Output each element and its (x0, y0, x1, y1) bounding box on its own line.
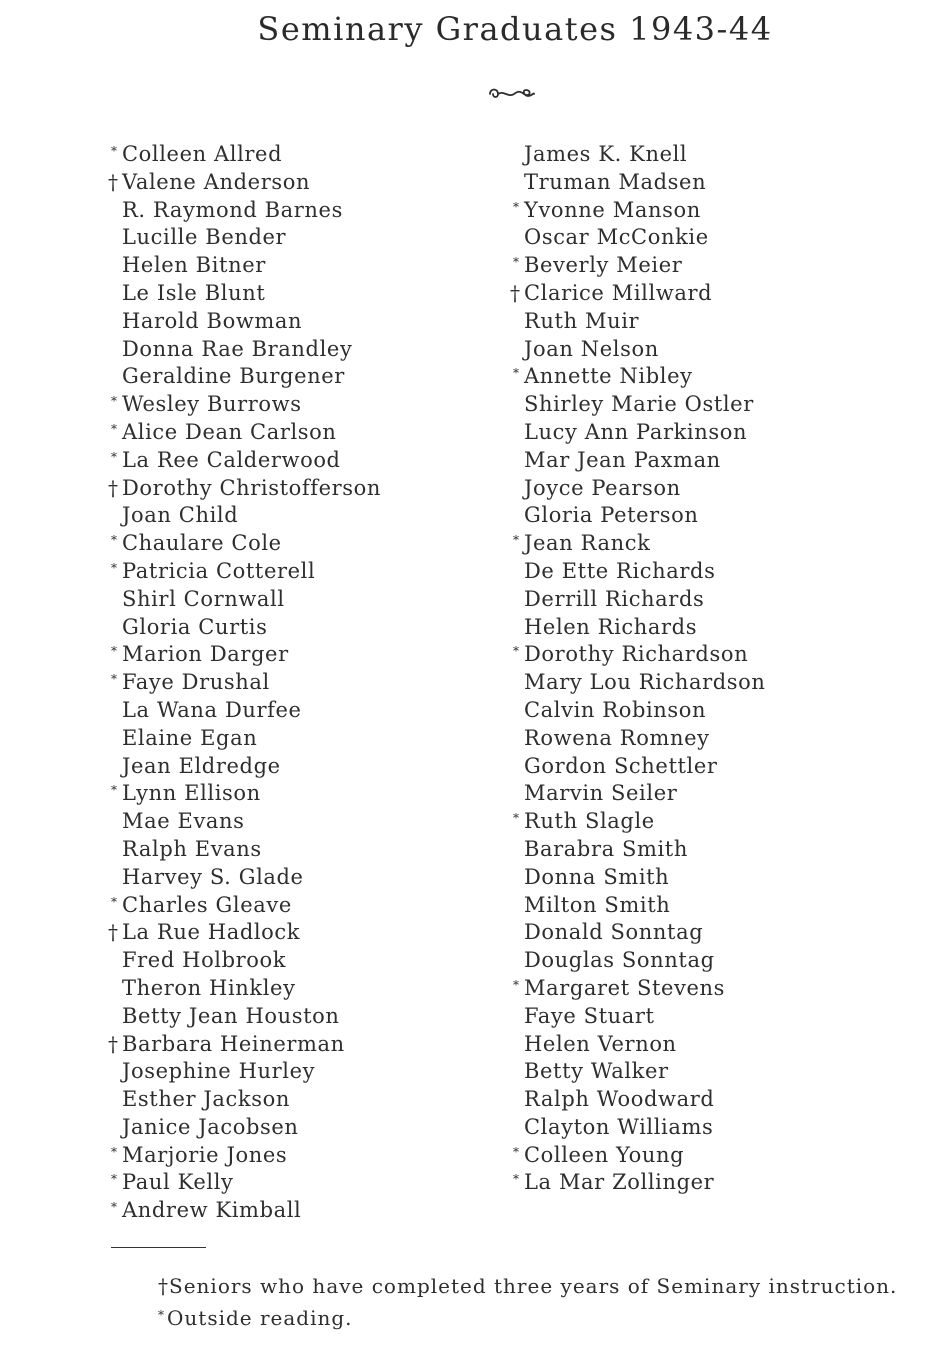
graduate-name: Gordon Schettler (524, 753, 718, 778)
graduate-name: Annette Nibley (524, 364, 693, 389)
graduate-name: Janice Jacobsen (122, 1114, 299, 1139)
graduate-list-item (108, 1031, 381, 1059)
graduate-name: Esther Jackson (122, 1087, 290, 1112)
graduate-name: Donald Sonntag (524, 920, 704, 945)
graduate-list-item (510, 1086, 766, 1114)
graduate-list-item (108, 947, 381, 975)
footnote-star (158, 1306, 353, 1330)
dagger-mark: † (510, 280, 521, 305)
graduate-name: Jean Eldredge (122, 753, 281, 778)
star-mark: * (158, 1308, 165, 1322)
graduates-left-column (108, 141, 381, 1225)
graduate-list-item (108, 280, 381, 308)
graduate-list-item (510, 780, 766, 808)
graduate-list-item (510, 502, 766, 530)
graduate-name: Milton Smith (524, 892, 671, 917)
graduate-list-item (108, 1169, 381, 1197)
graduate-name: Faye Drushal (122, 670, 270, 695)
star-mark: * (513, 199, 520, 214)
graduate-list-item (108, 641, 381, 669)
graduate-list-item (510, 197, 766, 225)
graduate-list-item (108, 502, 381, 530)
graduate-name: Clarice Millward (524, 280, 713, 305)
graduate-list-item (510, 252, 766, 280)
graduate-name: Gloria Curtis (122, 614, 268, 639)
graduate-name: Harold Bowman (122, 308, 303, 333)
graduate-name: Helen Bitner (122, 253, 266, 278)
graduate-list-item (108, 530, 381, 558)
graduate-name: Helen Richards (524, 614, 698, 639)
star-mark: * (111, 560, 118, 575)
graduate-list-item (510, 558, 766, 586)
graduate-list-item (108, 1197, 381, 1225)
star-mark: * (513, 533, 520, 548)
graduate-name: Lucy Ann Parkinson (524, 419, 748, 444)
graduate-list-item (510, 447, 766, 475)
graduate-name: Andrew Kimball (122, 1198, 302, 1223)
graduate-name: Ruth Muir (524, 308, 640, 333)
graduate-name: De Ette Richards (524, 558, 716, 583)
graduate-list-item (108, 1114, 381, 1142)
graduate-name: Yvonne Manson (524, 197, 701, 222)
graduate-name: Betty Jean Houston (122, 1003, 340, 1028)
footnote-divider (111, 1247, 206, 1248)
graduate-name: Josephine Hurley (122, 1059, 316, 1084)
graduate-list-item (108, 975, 381, 1003)
graduate-name: Harvey S. Glade (122, 864, 304, 889)
star-mark: * (111, 144, 118, 158)
ornament-flourish-icon (486, 82, 538, 106)
graduate-list-item (510, 1058, 766, 1086)
graduate-name: R. Raymond Barnes (122, 197, 343, 222)
graduate-name: Le Isle Blunt (122, 280, 266, 305)
graduate-list-item (108, 363, 381, 391)
dagger-mark: † (108, 169, 119, 194)
graduate-name: Dorothy Richardson (524, 642, 749, 667)
graduate-name: Joan Nelson (524, 336, 659, 361)
graduate-list-item (510, 169, 766, 197)
graduate-list-item (108, 780, 381, 808)
graduate-list-item (108, 197, 381, 225)
graduate-name: Rowena Romney (524, 725, 710, 750)
dagger-mark: † (108, 920, 119, 945)
graduate-list-item (108, 391, 381, 419)
star-mark: * (111, 421, 118, 436)
graduates-right-column (510, 141, 766, 1197)
graduate-name: Beverly Meier (524, 253, 683, 278)
graduate-list-item (108, 1086, 381, 1114)
page-title: Seminary Graduates 1943-44 (257, 10, 773, 48)
graduate-name: Marjorie Jones (122, 1142, 288, 1167)
footnote-dagger (158, 1274, 897, 1298)
graduate-name: Geraldine Burgener (122, 364, 345, 389)
graduate-name: Donna Smith (524, 864, 670, 889)
graduate-list-item (108, 558, 381, 586)
graduate-list-item (510, 753, 766, 781)
graduate-name: Donna Rae Brandley (122, 336, 353, 361)
graduate-name: Wesley Burrows (122, 392, 302, 417)
graduate-name: James K. Knell (524, 142, 688, 166)
graduate-name: Valene Anderson (122, 169, 311, 194)
graduate-list-item (510, 1169, 766, 1197)
footnote-star-text: Outside reading. (167, 1306, 353, 1330)
graduate-list-item (510, 669, 766, 697)
graduate-list-item (108, 919, 381, 947)
graduate-name: Ruth Slagle (524, 809, 655, 834)
graduate-list-item (108, 419, 381, 447)
graduate-list-item (108, 614, 381, 642)
graduate-name: La Ree Calderwood (122, 447, 341, 472)
graduate-list-item (510, 308, 766, 336)
star-mark: * (513, 1144, 520, 1159)
graduate-list-item (510, 419, 766, 447)
graduate-name: Colleen Allred (122, 142, 283, 166)
graduate-name: Joyce Pearson (524, 475, 681, 500)
graduate-name: Theron Hinkley (122, 975, 296, 1000)
graduate-list-item (108, 336, 381, 364)
graduate-list-item (108, 447, 381, 475)
graduate-list-item (108, 475, 381, 503)
graduate-list-item (510, 475, 766, 503)
graduate-list-item (510, 1003, 766, 1031)
graduate-list-item (108, 586, 381, 614)
graduate-list-item (510, 892, 766, 920)
graduate-name: Betty Walker (524, 1059, 669, 1084)
graduate-name: Clayton Williams (524, 1114, 714, 1139)
graduate-list-item (108, 864, 381, 892)
graduate-name: Lynn Ellison (122, 781, 261, 806)
star-mark: * (513, 255, 520, 270)
graduate-name: Truman Madsen (524, 169, 707, 194)
graduate-name: La Rue Hadlock (122, 920, 301, 945)
graduate-name: Joan Child (122, 503, 239, 528)
graduate-list-item (108, 836, 381, 864)
graduate-list-item (510, 614, 766, 642)
graduate-name: Jean Ranck (524, 531, 651, 556)
graduate-list-item (510, 224, 766, 252)
graduate-name: Calvin Robinson (524, 697, 707, 722)
graduate-name: Gloria Peterson (524, 503, 699, 528)
dagger-mark: † (108, 475, 119, 500)
graduate-list-item (510, 641, 766, 669)
star-mark: * (111, 672, 118, 687)
star-mark: * (111, 394, 118, 409)
graduate-name: Barabra Smith (524, 836, 688, 861)
star-mark: * (111, 783, 118, 798)
footnote-dagger-text: Seniors who have completed three years of Seminary instruction. (169, 1274, 898, 1298)
graduate-list-item (510, 697, 766, 725)
graduate-list-item (510, 1114, 766, 1142)
graduate-list-item (108, 892, 381, 920)
graduate-list-item (510, 836, 766, 864)
graduate-name: Colleen Young (524, 1142, 685, 1167)
graduate-name: Mary Lou Richardson (524, 670, 766, 695)
graduate-list-item (510, 363, 766, 391)
graduate-list-item (108, 1058, 381, 1086)
graduate-name: Mae Evans (122, 809, 245, 834)
graduate-name: Dorothy Christofferson (122, 475, 382, 500)
graduate-list-item (510, 975, 766, 1003)
graduate-list-item (108, 697, 381, 725)
graduate-name: Paul Kelly (122, 1170, 234, 1195)
graduate-list-item (108, 725, 381, 753)
graduate-list-item (108, 141, 381, 169)
graduate-name: Lucille Bender (122, 225, 287, 250)
graduate-name: Chaulare Cole (122, 531, 282, 556)
star-mark: * (111, 449, 118, 464)
graduate-name: Mar Jean Paxman (524, 447, 721, 472)
graduate-name: Fred Holbrook (122, 948, 287, 973)
star-mark: * (111, 1172, 118, 1187)
star-mark: * (111, 1200, 118, 1215)
graduate-list-item (510, 864, 766, 892)
graduate-name: Alice Dean Carlson (122, 419, 337, 444)
graduate-name: Shirley Marie Ostler (524, 392, 754, 417)
graduate-list-item (510, 947, 766, 975)
graduate-list-item (510, 280, 766, 308)
graduate-name: Patricia Cotterell (122, 558, 316, 583)
graduate-list-item (510, 141, 766, 169)
star-mark: * (111, 533, 118, 548)
graduate-list-item (510, 530, 766, 558)
graduate-name: Charles Gleave (122, 892, 292, 917)
graduate-list-item (510, 725, 766, 753)
graduate-name: Faye Stuart (524, 1003, 655, 1028)
star-mark: * (513, 811, 520, 826)
graduate-name: Margaret Stevens (524, 975, 726, 1000)
graduate-list-item (510, 586, 766, 614)
graduate-list-item (108, 169, 381, 197)
graduate-list-item (510, 1031, 766, 1059)
graduate-name: La Mar Zollinger (524, 1170, 715, 1195)
graduate-list-item (510, 391, 766, 419)
star-mark: * (111, 894, 118, 909)
dagger-mark: † (108, 1031, 119, 1056)
graduate-name: Elaine Egan (122, 725, 258, 750)
graduate-list-item (510, 919, 766, 947)
graduate-list-item (108, 808, 381, 836)
graduate-name: Shirl Cornwall (122, 586, 285, 611)
star-mark: * (513, 366, 520, 381)
graduate-name: Barbara Heinerman (122, 1031, 345, 1056)
graduate-name: Marion Darger (122, 642, 289, 667)
graduate-list-item (510, 1142, 766, 1170)
graduate-name: Marvin Seiler (524, 781, 678, 806)
graduate-name: Derrill Richards (524, 586, 705, 611)
star-mark: * (513, 977, 520, 992)
dagger-mark: † (158, 1274, 169, 1298)
graduate-name: Oscar McConkie (524, 225, 709, 250)
graduate-name: La Wana Durfee (122, 697, 302, 722)
star-mark: * (513, 1172, 520, 1187)
graduate-list-item (108, 1003, 381, 1031)
graduate-list-item (108, 308, 381, 336)
graduate-list-item (108, 224, 381, 252)
graduate-list-item (108, 252, 381, 280)
star-mark: * (513, 644, 520, 659)
graduate-list-item (108, 753, 381, 781)
graduate-name: Douglas Sonntag (524, 948, 715, 973)
star-mark: * (111, 1144, 118, 1159)
graduate-list-item (108, 669, 381, 697)
graduate-name: Ralph Evans (122, 836, 262, 861)
graduate-list-item (510, 336, 766, 364)
star-mark: * (111, 644, 118, 659)
graduate-name: Ralph Woodward (524, 1087, 715, 1112)
graduate-name: Helen Vernon (524, 1031, 677, 1056)
graduate-list-item (108, 1142, 381, 1170)
graduate-list-item (510, 808, 766, 836)
